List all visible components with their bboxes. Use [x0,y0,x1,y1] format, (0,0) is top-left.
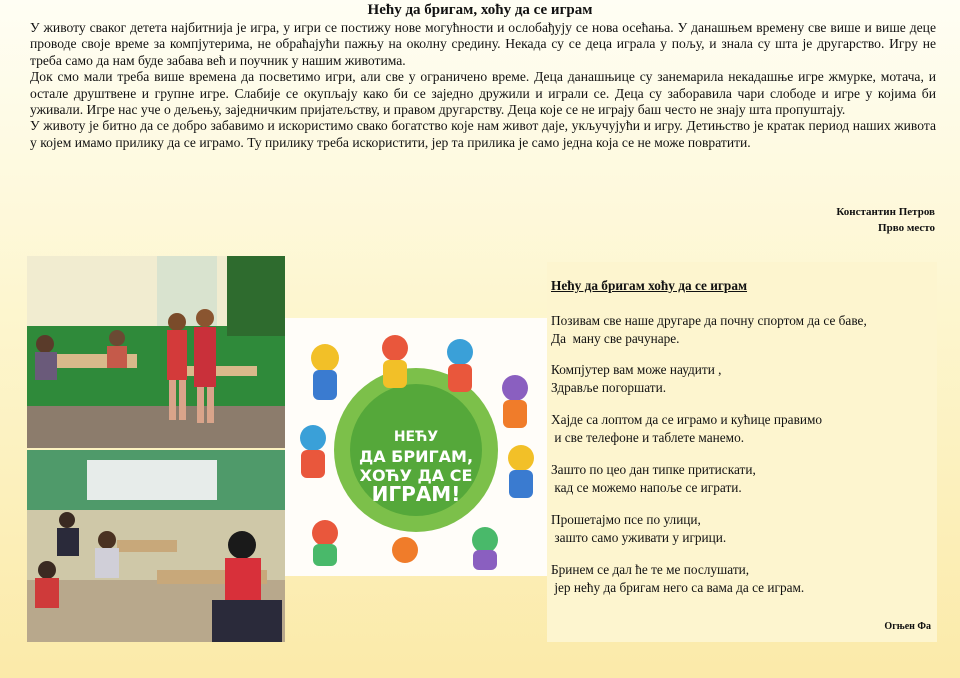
poem-title: Нећу да бригам хоћу да се играм [551,278,748,293]
poster-text-line-1: НЕЋУ [393,429,439,445]
classroom-photo-1 [27,256,285,448]
essay-award: Прво место [878,222,935,234]
poem-panel [547,262,937,642]
essay-author: Константин Петров [836,206,935,218]
essay-title: Нећу да бригам, хоћу да се играм [367,2,593,18]
essay-paragraph-1: У животу сваког детета најбитнија је игра, у игри се постижу нове могућности и ослобађују се нова осећања. У данашњем времену све више и више деце проводе своје време за компјутерима, не обраћајући пажњу на околну средину. Некада су се деца играла у пољу, и знала су шта је другарство. Игру не треба само да нам буде забава већ и поучник у нашим животима. [30,20,936,68]
poster-text-line-3: ХОЋУ ДА СЕ [359,466,473,485]
poster-text-line-4: ИГРАМ! [371,482,461,506]
essay-paragraph-3: У животу је битно да се добро забавимо и искористимо свако богатство које нам живот даје, укључујући и игру. Детињство је кратак период наших живота у којем имамо прилику да се играмо. Ту прилику треба искористити, јер та прилика је само једна која се не може повратити. [30,118,936,150]
poem-stanza-1: Позивам све наше другаре да почну спортом да се баве, Да ману све рачунаре. [551,313,867,346]
poster-image [285,318,547,576]
poem-stanza-4: Зашто по цео дан типке притискати, кад се можемо напоље се играти. [551,462,756,495]
poem-stanza-3: Хајде са лоптом да се играмо и кућице правимо и све телефоне и таблете манемо. [551,412,823,445]
essay-text [30,20,936,151]
poem-stanza-5: Прошетајмо псе по улици, зашто само уживати у игрици. [551,512,727,545]
poem-stanza-6: Бринем се дал ће те ме послушати, јер нећу да бригам него са вама да се играм. [551,562,805,595]
poem-author: Огњен Фа [884,621,931,632]
essay-paragraph-2: Док смо мали треба више времена да посветимо игри, али све у ограничено време. Деца данашњице су занемарила некадашње игре жмурке, мотача, и остале друштвене и групне игре. Слабије се окупљају како би се заједно дружили и играли се. Деца су заборавила чари слободе и игре у којима би уживали. Игре нас уче о дељењу, заједничким пријатељству, и правом другарству. Деца које се не играју баш често не знају шта пропуштају. [30,69,936,118]
poster-text-line-2: ДА БРИГАМ, [358,447,474,466]
classroom-photo-2 [27,450,285,642]
poem-stanza-2: Компјутер вам може наудити , Здравље погоршати. [551,362,722,395]
